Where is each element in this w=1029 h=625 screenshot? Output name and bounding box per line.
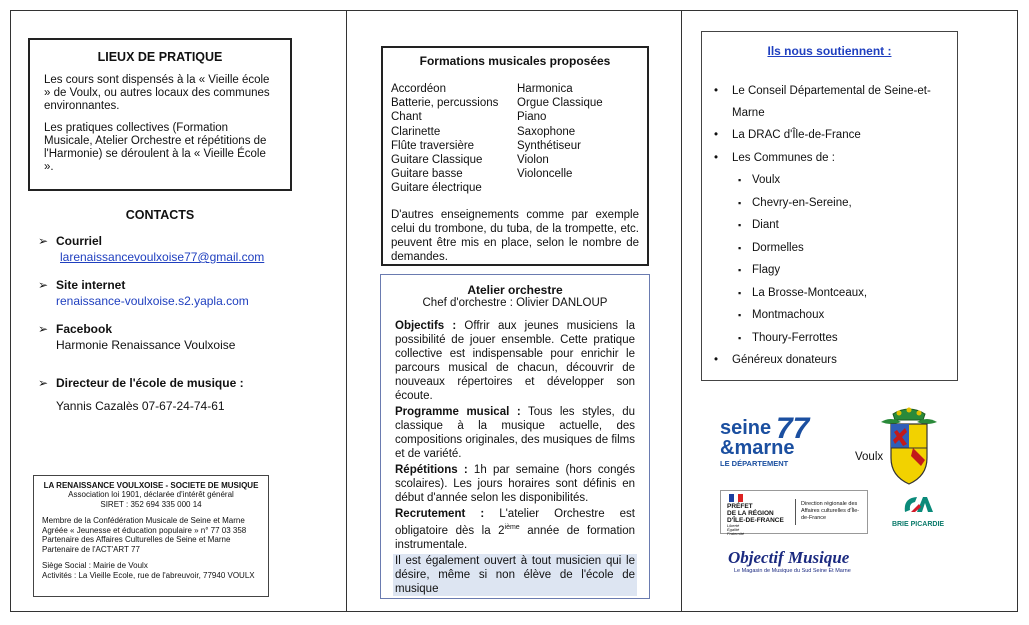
supporter-item: • Le Conseil Départemental de Seine-et-Marne xyxy=(714,80,945,124)
supporter-item: • Les Communes de : xyxy=(714,147,945,170)
prefet-drac-logo xyxy=(720,490,868,534)
objectif-musique-logo xyxy=(728,548,878,578)
arrow-icon: ➢ xyxy=(38,376,49,390)
commune-item: ▪ Diant xyxy=(726,214,945,237)
lieux-paragraph: Les cours sont dispensés à la « Vieille école » de Voulx, ou autres locaux des communes environnantes. xyxy=(44,74,270,113)
formations-title: Formations musicales proposées xyxy=(419,54,611,68)
contacts-title: CONTACTS xyxy=(125,208,195,222)
section-text: L'atelier Orchestre est obligatoire dès la 2 xyxy=(395,508,636,537)
contact-director xyxy=(38,376,244,413)
asso-line: Siège Social : Mairie de Voulx xyxy=(42,561,148,571)
asso-siret: SIRET : 352 694 335 000 14 xyxy=(100,499,202,509)
lieux-title: LIEUX DE PRATIQUE xyxy=(97,50,223,64)
panel-divider xyxy=(346,10,347,612)
formations-note: D'autres enseignements comme par exemple celui du trombone, du tuba, de la trompette, etc. peuvent être mis en place, selon le nombre de demandes. xyxy=(391,208,639,263)
asso-line: Activités : La Vieille Ecole, rue de l'abreuvoir, 77940 VOULX xyxy=(42,570,255,580)
instrument-item: Accordéon xyxy=(391,83,446,95)
drac-text: Direction régionale des Affaires culturelles d'Île-de-France xyxy=(801,501,860,521)
section-label: Programme musical : xyxy=(395,406,521,418)
contact-label: Directeur de l'école de musique : xyxy=(56,376,244,390)
section-label: Répétitions : xyxy=(395,464,468,476)
credit-agricole-icon xyxy=(901,494,935,516)
marne-text: &marne xyxy=(720,437,795,459)
soutien-title: Ils nous soutiennent : xyxy=(767,44,892,58)
commune-item: ▪ Flagy xyxy=(726,259,945,282)
facebook-value: Harmonie Renaissance Voulxoise xyxy=(56,338,236,352)
instrument-item: Guitare basse xyxy=(391,168,463,181)
ca-text: BRIE PICARDIE xyxy=(891,521,945,528)
atelier-objectifs xyxy=(395,319,635,403)
atelier-box xyxy=(380,274,650,599)
instrument-item: Chant xyxy=(391,111,422,124)
commune-item: ▪ Voulx xyxy=(726,169,945,192)
asso-name: LA RENAISSANCE VOULXOISE - SOCIETE DE MUSIQUE xyxy=(43,481,259,490)
superscript: ième xyxy=(504,524,520,531)
lieux-box xyxy=(28,38,292,191)
seine-department-text: LE DÉPARTEMENT xyxy=(720,459,789,468)
website-link[interactable]: renaissance-voulxoise.s2.yapla.com xyxy=(56,294,249,308)
commune-item: ▪ La Brosse-Montceaux, xyxy=(726,282,945,305)
seine-et-marne-logo xyxy=(720,412,810,478)
supporter-item: • La DRAC d'Île-de-France xyxy=(714,124,945,147)
prefet-text: DE LA RÉGION xyxy=(727,510,774,517)
arrow-icon: ➢ xyxy=(38,234,49,248)
atelier-chef: Chef d'orchestre : Olivier DANLOUP xyxy=(422,297,608,309)
prefet-motto: Liberté xyxy=(727,523,740,528)
instrument-list-right xyxy=(513,82,639,196)
asso-line: Association loi 1901, déclarée d'intérêt général xyxy=(68,490,234,500)
arrow-icon: ➢ xyxy=(38,322,49,336)
lieux-paragraph: Les pratiques collectives (Formation Musicale, Atelier Orchestre et répétitions de l'Harmonie) se déroulent à la « Vieille École ». xyxy=(44,121,267,174)
commune-item: ▪ Montmachoux xyxy=(726,304,945,327)
instrument-item: Piano xyxy=(517,111,547,124)
supporter-item: • Généreux donateurs xyxy=(714,349,945,372)
section-text: Tous les styles, du classique à la musique actuelle, des compositions originales, des musiques de films et de variété. xyxy=(395,406,635,460)
instrument-list-left xyxy=(391,82,513,196)
section-text: 1h par semaine (hors congés scolaires). Les jours horaires sont définis en début d'année selon les disponibilités. xyxy=(395,464,636,504)
atelier-open-text: Il est également ouvert à tout musicien qui le désire, même si non élève de l'école de musique xyxy=(395,554,635,595)
atelier-recrutement xyxy=(395,507,635,552)
instrument-item: Violon xyxy=(517,154,549,167)
voulx-label: Voulx xyxy=(855,451,884,463)
atelier-title: Atelier orchestre xyxy=(467,283,563,297)
contact-label: Courriel xyxy=(56,234,103,248)
section-text: année de formation instrumentale. xyxy=(395,524,635,551)
commune-item: ▪ Dormelles xyxy=(726,237,945,260)
director-value: Yannis Cazalès 07-67-24-74-61 xyxy=(56,399,225,413)
atelier-programme xyxy=(395,405,635,461)
asso-line: Agréée « Jeunesse et éducation populaire » n° 77 03 358 xyxy=(42,525,247,535)
prefet-motto: Égalité xyxy=(727,527,740,532)
panel-divider xyxy=(681,10,682,612)
contact-label: Site internet xyxy=(56,278,126,292)
prefet-text: PRÉFET xyxy=(727,503,753,510)
commune-item: ▪ Thoury-Ferrottes xyxy=(726,327,945,350)
formations-box xyxy=(381,46,649,266)
objectif-text: Objectif Musique xyxy=(728,548,850,567)
seine-text: seine xyxy=(720,417,772,439)
arrow-icon: ➢ xyxy=(38,278,49,292)
email-link[interactable]: larenaissancevoulxoise77@gmail.com xyxy=(60,250,265,264)
asso-line: Partenaire de l'ACT'ART 77 xyxy=(42,544,140,554)
commune-item: ▪ Chevry-en-Sereine, xyxy=(726,192,945,215)
instrument-item: Batterie, percussions xyxy=(391,97,499,110)
contact-email xyxy=(38,234,264,264)
credit-agricole-logo xyxy=(888,494,948,534)
contact-website xyxy=(38,278,249,308)
french-flag-icon xyxy=(729,494,743,502)
voulx-coat-of-arms xyxy=(877,404,941,486)
instrument-item: Violoncelle xyxy=(517,168,573,181)
association-box xyxy=(33,475,269,597)
contact-label: Facebook xyxy=(56,322,113,336)
prefet-text: D'ÎLE-DE-FRANCE xyxy=(727,517,784,524)
section-text: Offrir aux jeunes musiciens la possibilité de jouer ensemble. Cette pratique collective est indispensable pour enrichir le parcours musical de chacun, découvrir de nouveaux répertoires et développer son écoute. xyxy=(395,320,636,402)
instrument-item: Flûte traversière xyxy=(391,139,475,152)
seine-77-text: 77 xyxy=(776,412,810,445)
instrument-item: Saxophone xyxy=(517,125,576,138)
instrument-item: Orgue Classique xyxy=(517,97,603,110)
asso-line: Membre de la Confédération Musicale de Seine et Marne xyxy=(42,516,245,526)
instrument-item: Harmonica xyxy=(517,83,573,95)
soutien-box xyxy=(701,31,958,381)
instrument-item: Guitare Classique xyxy=(391,154,483,167)
atelier-repetitions xyxy=(395,463,635,505)
asso-line: Partenaire des Affaires Culturelles de Seine et Marne xyxy=(42,535,231,545)
prefet-motto: Fraternité xyxy=(727,531,745,536)
section-label: Objectifs : xyxy=(395,320,457,332)
instrument-item: Guitare électrique xyxy=(391,182,482,195)
objectif-subtitle: Le Magasin de Musique du Sud Seine Et Marne xyxy=(734,568,851,574)
contact-facebook xyxy=(38,322,235,352)
section-label: Recrutement : xyxy=(395,508,485,520)
instrument-item: Synthétiseur xyxy=(517,139,581,152)
instrument-item: Clarinette xyxy=(391,125,441,138)
